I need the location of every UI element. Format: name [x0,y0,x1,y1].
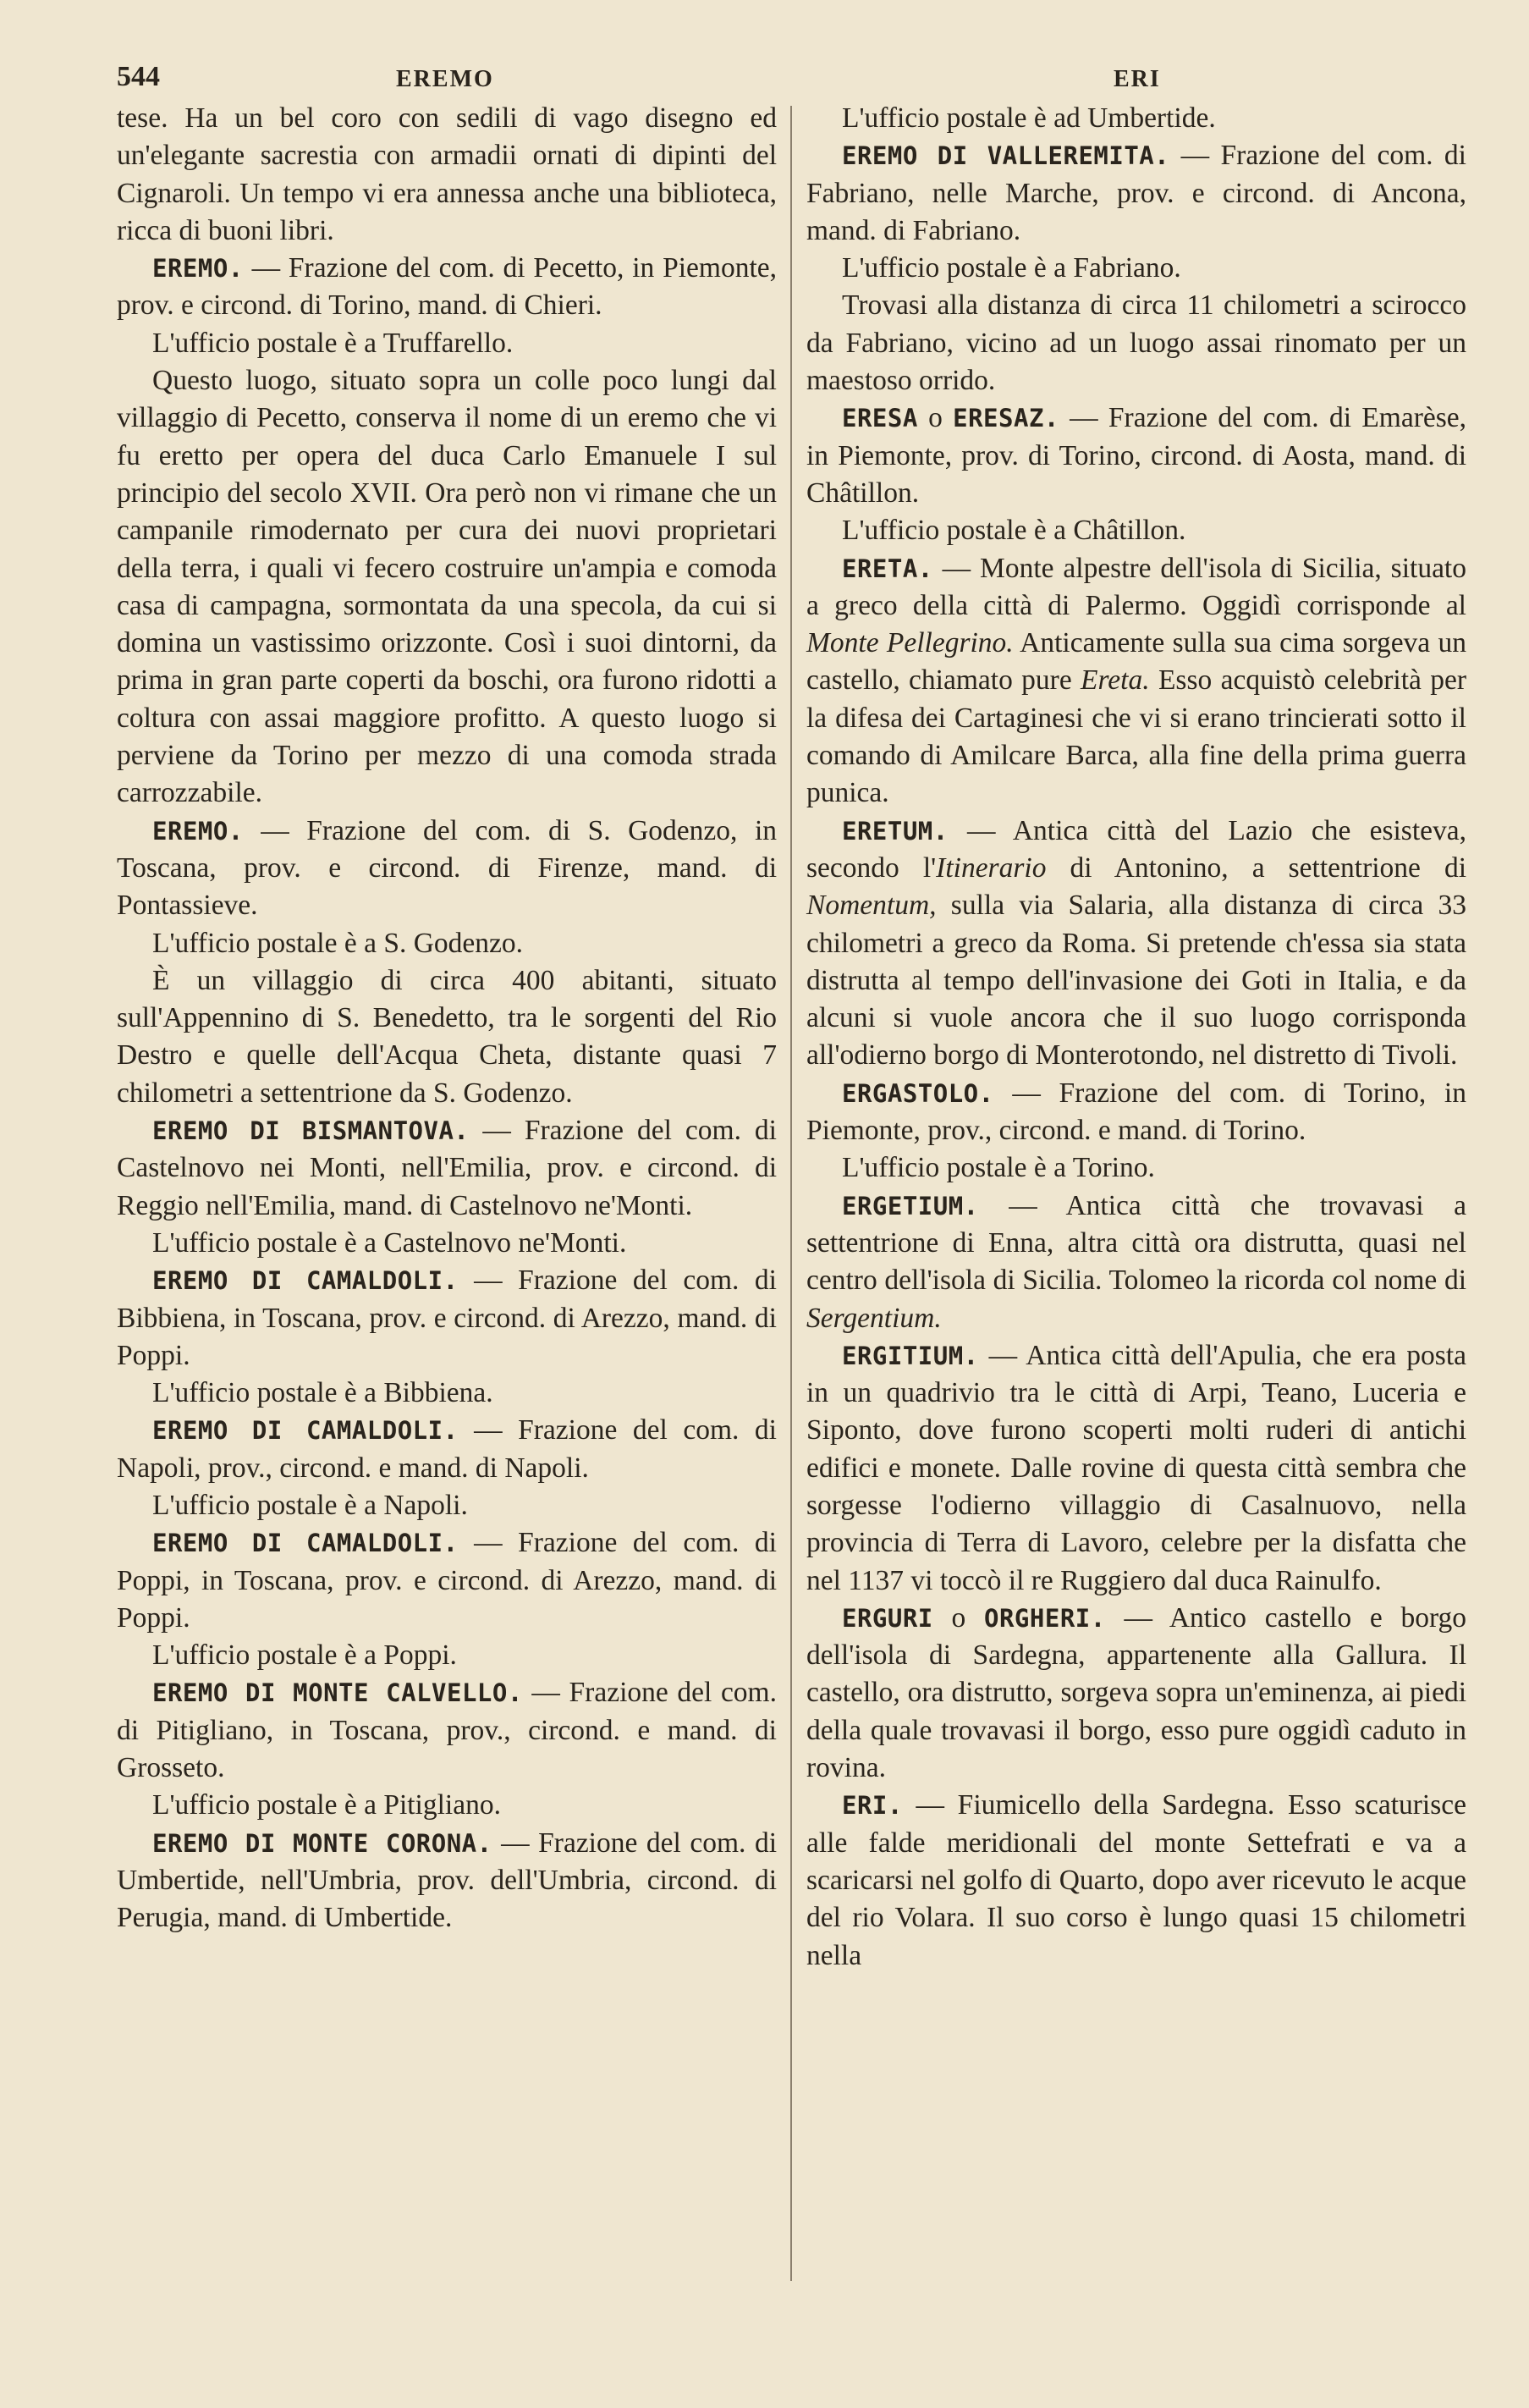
paragraph: Questo luogo, situato sopra un colle poco lungi dal villaggio di Pecetto, conserva il nome di un eremo che vi fu eretto per opera del duca Carlo Emanuele I sul principio del secolo XVII. Ora però non vi rimane che un campanile rimodernato per cura dei nuovi proprietari della terra, i quali vi fecero costruire un'ampia e comoda casa di campagna, sormontata da una specola, da cui si domina un vastissimo orizzonte. Così i suoi dintorni, da prima in gran parte coperti da boschi, ora furono ridotti a coltura con assai maggiore profitto. A questo luogo si perviene da Torino per mezzo di una comoda strada carrozzabile. [117,365,777,809]
headword: ERGETIUM. [842,1191,979,1221]
italic-term: Monte Pellegrino. [806,627,1014,659]
entry-text: — Frazione del com. di Emarèse, in Piemonte, prov. di Torino, circond. di Aosta, mand. di Châtillon. [806,402,1467,509]
headword-variant: ERESAZ. [953,404,1059,433]
paragraph: tese. Ha un bel coro con sedili di vago disegno ed un'elegante sacrestia con armadii ornati di dipinti del Cignaroli. Un tempo vi era annessa anche una biblioteca, ricca di buoni libri. [117,102,777,246]
post-office-line: L'ufficio postale è a S. Godenzo. [152,927,524,959]
entry-text: — Frazione del com. di Napoli, prov., circond. e mand. di Napoli. [117,1414,777,1484]
entry-eremo-camaldoli-poppi [117,1524,777,1637]
headword: EREMO DI VALLEREMITA. [842,141,1170,171]
entry-eremo-camaldoli-napoli [117,1412,777,1487]
headword: ERGITIUM. [842,1341,979,1370]
post-office-line: L'ufficio postale è a Poppi. [152,1639,457,1672]
entry-text: Esso acquistò celebrità per la difesa dei Cartaginesi che vi si erano trincierati sotto il comando di Amilcare Barca, alla fine della prima guerra punica. [806,664,1466,809]
post-office-line: L'ufficio postale è a Fabriano. [842,252,1181,284]
headword: EREMO DI MONTE CORONA. [152,1828,492,1858]
italic-term: Sergentium. [806,1302,942,1334]
column-divider [790,106,792,2281]
right-column [806,100,1466,1975]
entry-eremo-monte-corona [117,1825,777,1937]
entry-ereta [806,550,1466,813]
post-office-line: L'ufficio postale è a Napoli. [152,1489,468,1521]
page-number: 544 [117,61,160,92]
entry-text: — Monte alpestre dell'isola di Sicilia, situato a greco della città di Palermo. Oggidì corrisponde al [806,552,1466,621]
headword: EREMO DI CAMALDOLI. [152,1529,459,1558]
entry-text: — Frazione del com. di Poppi, in Toscana, prov. e circond. di Arezzo, mand. di Poppi. [117,1527,777,1634]
headword: ERGURI [842,1603,933,1633]
entry-eremo-godenzo [117,813,777,925]
headword: EREMO. [152,254,244,284]
right-running-head: ERI [1114,66,1161,92]
headword: ERGASTOLO. [842,1078,994,1108]
headword: ERI. [842,1791,903,1821]
headword: ERETUM. [842,816,949,846]
entry-text: — Frazione del com. di Castelnovo nei Monti, nell'Emilia, prov. e circond. di Reggio nell'Emilia, mand. di Castelnovo ne'Monti. [117,1115,777,1221]
headword: EREMO DI BISMANTOVA. [152,1116,470,1146]
entry-text: — Antica città del Lazio che esisteva, secondo l' [806,814,1466,884]
headword: ERESA [842,404,918,433]
headword: EREMO DI MONTE CALVELLO. [152,1678,523,1708]
entry-text: — Antico castello e borgo dell'isola di Sardegna, appartenente alla Gallura. Il castello, ora distrutto, sorgeva sopra un'eminenza, ai piedi della quale trovavasi il borgo, esso pure oggidì caduto in rovina. [806,1601,1466,1784]
entry-ergitium [806,1337,1466,1600]
entry-text: — Frazione del com. di Pecetto, in Piemonte, prov. e circond. di Torino, mand. di Chieri. [117,252,777,322]
entry-text: sulla via Salaria, alla distanza di circa 33 chilometri a greco da Roma. Si pretende ch'essa sia stata distrutta al tempo dell'invasione dei Goti in Italia, e da alcuni si vuole ancora che il suo luogo corrisponda all'odierno borgo di Monterotondo, nel distretto di Tivoli. [806,890,1466,1072]
paragraph: Trovasi alla distanza di circa 11 chilometri a scirocco da Fabriano, vicino ad un luogo assai rinomato per un maestoso orrido. [806,289,1466,397]
headword: EREMO DI CAMALDOLI. [152,1416,459,1446]
post-office-line: L'ufficio postale è ad Umbertide. [842,102,1216,134]
headword-variant: ORGHERI. [984,1603,1106,1633]
entry-ergastolo [806,1075,1466,1150]
italic-term: Ereta. [1081,664,1150,697]
entry-eretum [806,813,1466,1075]
entry-text: Anticamente sulla sua cima sorgeva un castello, chiamato pure [806,627,1466,697]
entry-text: — Frazione del com. di Bibbiena, in Toscana, prov. e circond. di Arezzo, mand. di Poppi. [117,1265,777,1371]
left-column [117,100,777,1937]
entry-text: di Antonino, a settentrione di [1046,851,1466,884]
post-office-line: L'ufficio postale è a Pitigliano. [152,1789,501,1821]
italic-term: Nomentum, [806,890,937,922]
post-office-line: L'ufficio postale è a Châtillon. [842,515,1186,547]
left-running-head: EREMO [396,66,494,92]
conjunction: o [917,402,954,434]
paragraph: È un villaggio di circa 400 abitanti, situato sull'Appennino di S. Benedetto, tra le sorgenti del Rio Destro e quelle dell'Acqua Cheta, distante quasi 7 chilometri a settentrione da S. Godenzo. [117,964,777,1109]
entry-eremo-camaldoli-bibbiena [117,1262,777,1375]
entry-eri [806,1787,1466,1974]
entry-erguri [806,1600,1466,1787]
italic-term: Itinerario [936,851,1047,884]
headword: EREMO DI CAMALDOLI. [152,1266,459,1296]
entry-text: — Frazione del com. di S. Godenzo, in Toscana, prov. e circond. di Firenze, mand. di Pontassieve. [117,814,777,922]
entry-text: — Antica città dell'Apulia, che era posta in un quadrivio tra le città di Arpi, Teano, Luceria e Siponto, dove furono scoperti molti ruderi di antichi edifici e monete. Dalle rovine di questa città sembra che sorgesse l'odierno villaggio di Casalnuovo, nella provincia di Terra di Lavoro, celebre per la disfatta che nel 1137 vi toccò il re Ruggiero dal duca Rainulfo. [806,1339,1466,1596]
entry-eremo-valleremita [806,137,1466,250]
headword: EREMO. [152,816,244,846]
entry-text: — Frazione del com. di Fabriano, nelle Marche, prov. e circond. di Ancona, mand. di Fabriano. [806,140,1466,246]
entry-text: — Frazione del com. di Umbertide, nell'Umbria, prov. dell'Umbria, circond. di Perugia, mand. di Umbertide. [117,1827,777,1934]
post-office-line: L'ufficio postale è a Castelnovo ne'Monti. [152,1226,627,1259]
entry-eremo-bismantova [117,1112,777,1225]
post-office-line: L'ufficio postale è a Bibbiena. [152,1377,493,1409]
entry-text: — Antica città che trovavasi a settentrione di Enna, altra città ora distrutta, quasi nel centro dell'isola di Sicilia. Tolomeo la ricorda col nome di [806,1189,1466,1297]
entry-ergetium [806,1187,1466,1337]
entry-eremo-monte-calvello [117,1674,777,1787]
entry-eremo-pecetto [117,250,777,325]
entry-text: — Frazione del com. di Torino, in Piemonte, prov., circond. e mand. di Torino. [806,1077,1466,1147]
conjunction: o [932,1601,985,1634]
entry-text: — Fiumicello della Sardegna. Esso scaturisce alle falde meridionali del monte Settefrati e va a scaricarsi nel golfo di Quarto, dopo aver ricevuto le acque del rio Volara. Il suo corso è lungo quasi 15 chilometri nella [806,1789,1466,1971]
post-office-line: L'ufficio postale è a Truffarello. [152,327,514,359]
post-office-line: L'ufficio postale è a Torino. [842,1152,1155,1184]
entry-eresa [806,399,1466,512]
entry-text: — Frazione del com. di Pitigliano, in Toscana, prov., circond. e mand. di Grosseto. [117,1677,777,1784]
page-header [117,61,1461,103]
headword: ERETA. [842,554,933,583]
